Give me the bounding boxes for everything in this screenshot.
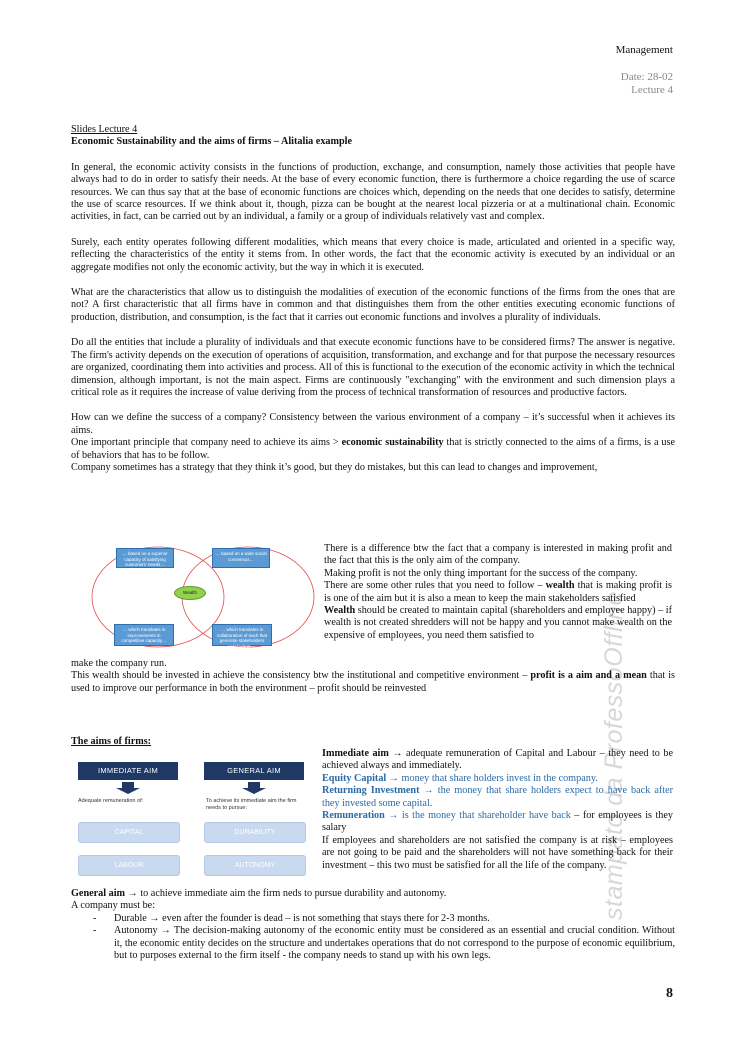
conclusion-2: This wealth should be invested in achieve the consistency btw the institutional and competitive environment – profit is a aim and a mean that is used to improve our performance in both the environment – profit should be reinvested (71, 670, 675, 694)
paragraph-6: One important principle that company need to achieve its aims > economic sustainability that is strictly connected to the aims of a firms, is a use of behaviors that has to be follow. (71, 437, 675, 461)
arrow-icon: → (423, 785, 434, 797)
list-item-autonomy: - Autonomy → The decision-making autonomy of the economic entity must be considered as an essential and crucial condition. Without it, the economic entity decides on the structure and undertakes operations that do not correspond to the purpose of economic equilibrium, but to purposes external to the firm itself - the company needs to stand up with his own legs. (71, 925, 675, 962)
general-aim-line: General aim → to achieve immediate aim the firm neds to pursue durability and autonomy. (71, 888, 447, 899)
requirements-list (71, 913, 675, 963)
immediate-aim-description: Adequate remuneration of: (78, 798, 144, 804)
lecture-date: Date: 28-02 (620, 71, 673, 83)
note-4: Wealth should be created to maintain capital (shareholders and employee happy) – if wealth is not created shredders will not be happy and you cannot make wealth on the expensive of employees, you need them satisfied to (324, 605, 672, 641)
watermark: stampato da ProfessoOffline (600, 591, 628, 920)
aims-notes (322, 748, 673, 872)
paragraph-4: Do all the entities that include a plurality of individuals and that execute economic functions have to be considered firms? The answer is negative. The firm's activity depends on the execution of operations of acquisition, transformation, and exchange and for that purpose the necessary resources are organized, coordinating them into activities and process. All of this is functional to the execution of the economic activity in which the technical dimension, although important, is not the main aspect. Firms are continuously "exchanging" with the environment and such dimension plays a critical role as it requires the increase of value deriving from the process of technical transformation of resources and productive factors. (71, 337, 675, 398)
aims-diagram (78, 762, 314, 882)
aims-title: The aims of firms: (71, 736, 152, 747)
arrow-icon: → (127, 888, 138, 899)
conclusion-1: make the company run. (71, 658, 167, 669)
wealth-conclusion (71, 658, 675, 695)
diagram-box-bottom-left: … which translates in improvements in competitive capacity… (114, 624, 174, 646)
durability-box: DURABILITY (204, 822, 306, 843)
risk-note: If employees and shareholders are not satisfied the company is at risk – employees are not going to be paid and the shareholders will not have something back for their investment – this two must be satisfied for all the life of the company. (322, 834, 673, 871)
paragraph-1: In general, the economic activity consists in the functions of production, exchange, and consumption, namely those activities that people have always had to do in order to satisfy their needs. At the base of every economic function, there is furthermore a choice regarding the use of scarce resources. We can thus say that at the base of economic functions are choices which, depending on the needs that one decides to satisfy, determine the use of scarce resources. If we think about it, though, pizza can be bought at the nearest local pizzeria or at a multinational chain. Economic activities, in fact, can be carried out by an individual, a family or a group of individuals relatively vast and complex. (71, 161, 675, 223)
capital-box: CAPITAL (78, 822, 180, 843)
slides-heading: Slides Lecture 4 (71, 124, 138, 135)
lecture-number: Lecture 4 (631, 84, 673, 96)
diagram-box-bottom-right: … which translates in collaboration of each that generate stakeholders satisfaction … (212, 624, 272, 646)
arrow-icon: → (388, 772, 399, 784)
paragraph-3: What are the characteristics that allow us to distinguish the modalities of execution of the economic functions of the firms from the ones that are not? A first characteristic that all firms have in common and that distinguishes them from the other entities executing economic functions of production, distribution, and consumption, is the fact that it carries out economic functions and involves a plurality of individuals. (71, 287, 675, 323)
equity-note: Equity Capital → money that share holders invest in the company. (322, 772, 598, 784)
section-title: Economic Sustainability and the aims of firms – Alitalia example (71, 136, 353, 148)
autonomy-box: AUTONOMY (204, 855, 306, 876)
must-be-line: A company must be: (71, 900, 156, 912)
list-item-durable: - Durable → even after the founder is dead – is not something that stays there for 2-3 months. (71, 913, 675, 925)
diagram-box-top-right: … based on a wide social consensus… (212, 548, 270, 568)
aims-title-wrap (71, 736, 675, 748)
document-body (71, 124, 675, 474)
page-number: 8 (666, 986, 673, 1001)
arrow-icon: → (392, 748, 403, 759)
wealth-diagram (88, 540, 316, 654)
returning-note: Returning Investment → the money that share holders expect to have back after they invested some capital. (322, 785, 674, 809)
labour-box: LABOUR (78, 855, 180, 876)
arrow-icon: → (388, 810, 399, 822)
immediate-aim-box: IMMEDIATE AIM (78, 762, 178, 780)
paragraph-7: Company sometimes has a strategy that they think it’s good, but they do mistakes, but this can lead to changes and improvement, (71, 461, 598, 473)
course-name: Management (615, 44, 673, 56)
general-aim-box: GENERAL AIM (204, 762, 304, 780)
arrow-icon: → (160, 925, 171, 937)
arrow-icon: → (149, 912, 160, 924)
note-3: There are some other rules that you need to follow – wealth that is making profit is is one of the aim but it is also a mean to keep the main stakeholders satisfied (324, 580, 672, 604)
diagram-box-top-left: … based on a superior capacity of satisfying customers' needs… (116, 548, 174, 568)
paragraph-2: Surely, each entity operates following different modalities, which means that every choice is made, articulated and oriented in a specific way, reflecting the characteristics of the entity it stems from. In other words, the fact that the economic activity is executed by an individual or an aggregate modifies not only the economic activity, but the way in which it is executed. (71, 236, 675, 273)
wealth-center: Wealth (174, 586, 206, 600)
immediate-aim-note: Immediate aim → adequate remuneration of Capital and Labour – they need to be achieved always and immediately. (322, 748, 673, 772)
paragraph-5: How can we define the success of a company? Consistency between the various environment of a company – it’s successful when it achieves its aims. (71, 412, 675, 436)
wealth-notes (324, 543, 672, 642)
note-2: Making profit is not the only thing important for the success of the company. (324, 567, 638, 579)
general-aim-description: To achieve its immediate aim the firm needs to pursue: (206, 798, 297, 811)
note-1: There is a difference btw the fact that a company is interested in making profit and the fact that this is the only aim of the company. (324, 543, 672, 567)
remuneration-note: Remuneration → is the money that shareholder have back – for employees is they salary (322, 810, 673, 834)
general-aim-section (71, 888, 675, 962)
